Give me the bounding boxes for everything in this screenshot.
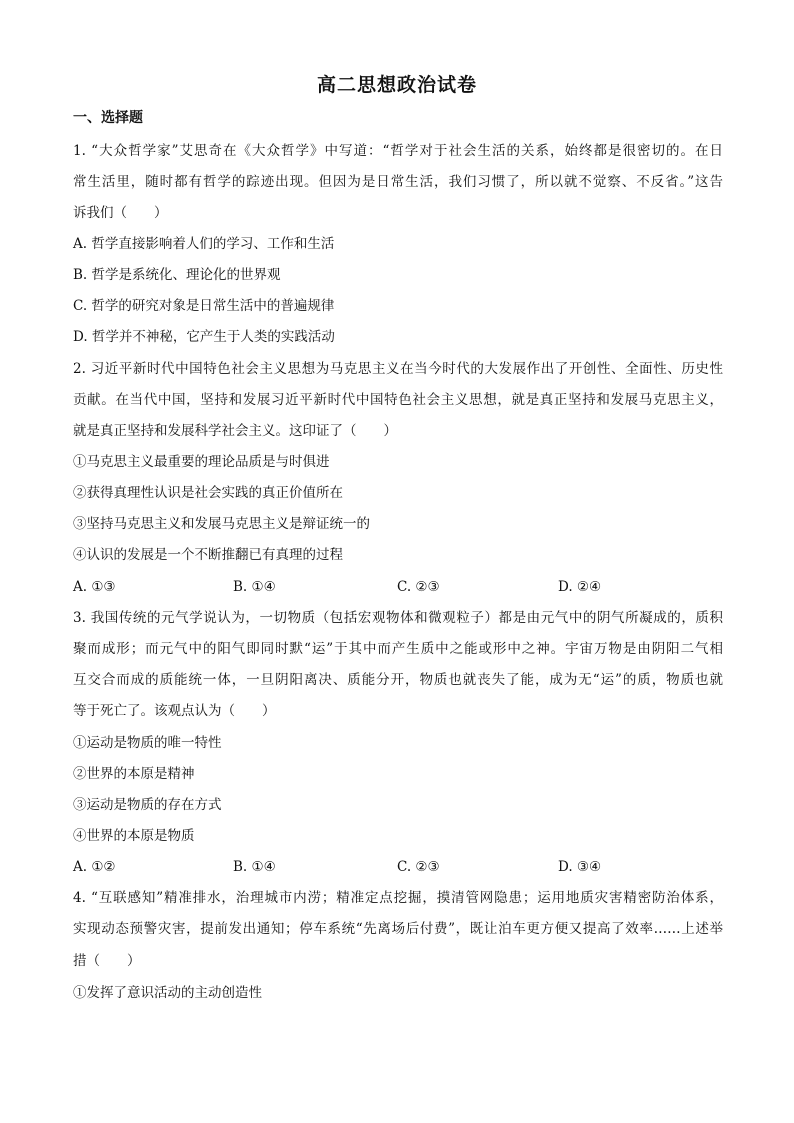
q2-stem-line-2: 贡献。在当代中国，坚持和发展习近平新时代中国特色社会主义思想，就是真正坚持和发展马克思主义， [73, 392, 723, 408]
q4-stem-line-1: 4. “互联感知”精准排水，治理城市内涝；精准定点挖掘，摸清管网隐患；运用地质灾害精密防治体系， [73, 890, 723, 906]
q2-item-2: ②获得真理性认识是社会实践的真正价值所在 [73, 485, 343, 501]
q1-stem-line-2: 常生活里，随时都有哲学的踪迹出现。但因为是日常生活，我们习惯了，所以就不觉察、不反省。”这告 [73, 174, 723, 190]
q3-item-4: ④世界的本原是物质 [73, 828, 195, 844]
q2-option-c: C. ②③ [397, 579, 440, 595]
q2-item-3: ③坚持马克思主义和发展马克思主义是辩证统一的 [73, 516, 370, 532]
q3-stem-line-4: 等于死亡了。该观点认为（ ） [73, 703, 276, 719]
q2-option-b: B. ①④ [233, 579, 276, 595]
q4-item-1: ①发挥了意识活动的主动创造性 [73, 985, 262, 1001]
q2-item-4: ④认识的发展是一个不断推翻已有真理的过程 [73, 547, 343, 563]
section-heading: 一、选择题 [73, 110, 143, 126]
q3-option-b: B. ①④ [233, 859, 276, 875]
q1-stem-line-1: 1. “大众哲学家”艾思奇在《大众哲学》中写道：“哲学对于社会生活的关系，始终都是很密切的。在日 [73, 143, 723, 159]
page-title: 高二思想政治试卷 [316, 74, 477, 96]
q3-stem-line-1: 3. 我国传统的元气学说认为，一切物质（包括宏观物体和微观粒子）都是由元气中的阴气所凝成的，质积 [73, 610, 723, 626]
q3-stem-line-3: 互交合而成的质能统一体，一旦阴阳离决、质能分开，物质也就丧失了能，成为无“运”的质，物质也就 [73, 672, 723, 688]
q3-option-a: A. ①② [73, 859, 116, 875]
q1-option-b: B. 哲学是系统化、理论化的世界观 [73, 267, 281, 283]
q1-option-a: A. 哲学直接影响着人们的学习、工作和生活 [73, 236, 335, 252]
q3-item-2: ②世界的本原是精神 [73, 766, 195, 782]
q3-item-1: ①运动是物质的唯一特性 [73, 735, 222, 751]
q2-option-a: A. ①③ [73, 579, 116, 595]
q3-option-d: D. ③④ [558, 859, 602, 875]
q1-option-c: C. 哲学的研究对象是日常生活中的普遍规律 [73, 298, 335, 314]
q3-stem-line-2: 聚而成形；而元气中的阳气即同时默“运”于其中而产生质中之能或形中之神。宇宙万物是由阴阳二气相 [73, 641, 723, 657]
q2-stem-line-3: 就是真正坚持和发展科学社会主义。这印证了（ ） [73, 423, 397, 439]
q3-option-c: C. ②③ [397, 859, 440, 875]
q4-stem-line-3: 措（ ） [73, 953, 141, 969]
q2-item-1: ①马克思主义最重要的理论品质是与时俱进 [73, 454, 330, 470]
q3-item-3: ③运动是物质的存在方式 [73, 797, 222, 813]
q2-stem-line-1: 2. 习近平新时代中国特色社会主义思想为马克思主义在当今时代的大发展作出了开创性、全面性、历史性 [73, 361, 723, 377]
q4-stem-line-2: 实现动态预警灾害，提前发出通知；停车系统“先离场后付费”，既让泊车更方便又提高了效率……上述举 [73, 921, 723, 937]
q1-option-d: D. 哲学并不神秘，它产生于人类的实践活动 [73, 329, 335, 345]
q2-option-d: D. ②④ [558, 579, 602, 595]
q1-stem-line-3: 诉我们（ ） [73, 205, 168, 221]
